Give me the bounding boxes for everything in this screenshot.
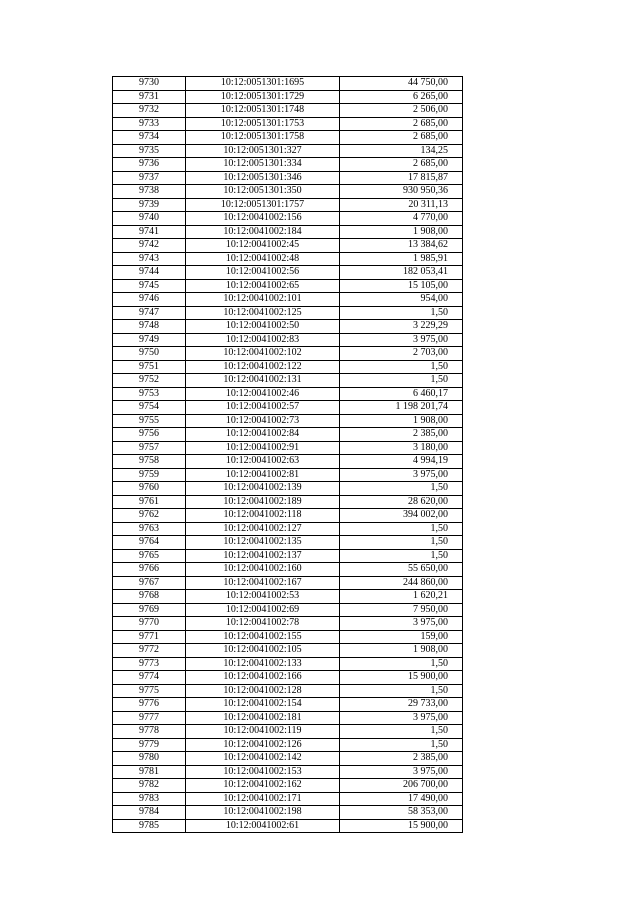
cadastral-number-cell: 10:12:0051301:350 — [186, 185, 340, 199]
value-cell: 954,00 — [340, 293, 463, 307]
table-row — [113, 293, 463, 307]
row-number-cell: 9736 — [113, 158, 186, 172]
cadastral-number-cell: 10:12:0041002:125 — [186, 306, 340, 320]
table-row — [113, 509, 463, 523]
table-row — [113, 171, 463, 185]
cadastral-number-cell: 10:12:0041002:154 — [186, 698, 340, 712]
cadastral-number-cell: 10:12:0041002:91 — [186, 441, 340, 455]
cadastral-number-cell: 10:12:0041002:166 — [186, 671, 340, 685]
table-row — [113, 482, 463, 496]
table-row — [113, 698, 463, 712]
row-number-cell: 9781 — [113, 765, 186, 779]
value-cell: 17 815,87 — [340, 171, 463, 185]
cadastral-number-cell: 10:12:0041002:81 — [186, 468, 340, 482]
table-row — [113, 347, 463, 361]
cadastral-number-cell: 10:12:0041002:162 — [186, 779, 340, 793]
value-cell: 17 490,00 — [340, 792, 463, 806]
cadastral-number-cell: 10:12:0041002:57 — [186, 401, 340, 415]
table-row — [113, 563, 463, 577]
value-cell: 28 620,00 — [340, 495, 463, 509]
table-row — [113, 644, 463, 658]
cadastral-number-cell: 10:12:0051301:1757 — [186, 198, 340, 212]
row-number-cell: 9775 — [113, 684, 186, 698]
value-cell: 1 198 201,74 — [340, 401, 463, 415]
cadastral-number-cell: 10:12:0041002:69 — [186, 603, 340, 617]
value-cell: 15 900,00 — [340, 819, 463, 833]
table-row — [113, 90, 463, 104]
cadastral-number-cell: 10:12:0041002:184 — [186, 225, 340, 239]
row-number-cell: 9773 — [113, 657, 186, 671]
value-cell: 2 685,00 — [340, 117, 463, 131]
data-table — [112, 76, 463, 833]
value-cell: 1,50 — [340, 549, 463, 563]
row-number-cell: 9750 — [113, 347, 186, 361]
row-number-cell: 9740 — [113, 212, 186, 226]
table-row — [113, 428, 463, 442]
value-cell: 2 385,00 — [340, 428, 463, 442]
value-cell: 1,50 — [340, 536, 463, 550]
value-cell: 2 685,00 — [340, 131, 463, 145]
value-cell: 244 860,00 — [340, 576, 463, 590]
value-cell: 1,50 — [340, 374, 463, 388]
row-number-cell: 9784 — [113, 806, 186, 820]
cadastral-number-cell: 10:12:0041002:61 — [186, 819, 340, 833]
value-cell: 7 950,00 — [340, 603, 463, 617]
value-cell: 4 770,00 — [340, 212, 463, 226]
table-row — [113, 401, 463, 415]
row-number-cell: 9748 — [113, 320, 186, 334]
table-row — [113, 144, 463, 158]
row-number-cell: 9778 — [113, 725, 186, 739]
value-cell: 29 733,00 — [340, 698, 463, 712]
row-number-cell: 9766 — [113, 563, 186, 577]
cadastral-number-cell: 10:12:0041002:56 — [186, 266, 340, 280]
cadastral-number-cell: 10:12:0051301:1748 — [186, 104, 340, 118]
value-cell: 58 353,00 — [340, 806, 463, 820]
table-row — [113, 77, 463, 91]
row-number-cell: 9753 — [113, 387, 186, 401]
cadastral-number-cell: 10:12:0041002:122 — [186, 360, 340, 374]
table-row — [113, 414, 463, 428]
table-row — [113, 590, 463, 604]
table-row — [113, 387, 463, 401]
cadastral-number-cell: 10:12:0041002:156 — [186, 212, 340, 226]
row-number-cell: 9782 — [113, 779, 186, 793]
table-row — [113, 279, 463, 293]
row-number-cell: 9754 — [113, 401, 186, 415]
cadastral-number-cell: 10:12:0041002:119 — [186, 725, 340, 739]
value-cell: 2 703,00 — [340, 347, 463, 361]
cadastral-number-cell: 10:12:0041002:126 — [186, 738, 340, 752]
cadastral-number-cell: 10:12:0041002:83 — [186, 333, 340, 347]
table-row — [113, 536, 463, 550]
row-number-cell: 9768 — [113, 590, 186, 604]
row-number-cell: 9735 — [113, 144, 186, 158]
value-cell: 3 975,00 — [340, 468, 463, 482]
row-number-cell: 9765 — [113, 549, 186, 563]
value-cell: 2 685,00 — [340, 158, 463, 172]
cadastral-number-cell: 10:12:0041002:105 — [186, 644, 340, 658]
table-row — [113, 117, 463, 131]
table-row — [113, 657, 463, 671]
table-row — [113, 738, 463, 752]
table-row — [113, 495, 463, 509]
value-cell: 1,50 — [340, 522, 463, 536]
cadastral-number-cell: 10:12:0041002:171 — [186, 792, 340, 806]
table-row — [113, 441, 463, 455]
cadastral-number-cell: 10:12:0041002:118 — [186, 509, 340, 523]
cadastral-number-cell: 10:12:0041002:133 — [186, 657, 340, 671]
row-number-cell: 9767 — [113, 576, 186, 590]
table-row — [113, 752, 463, 766]
value-cell: 1,50 — [340, 738, 463, 752]
value-cell: 134,25 — [340, 144, 463, 158]
table-row — [113, 468, 463, 482]
cadastral-number-cell: 10:12:0041002:198 — [186, 806, 340, 820]
cadastral-number-cell: 10:12:0051301:327 — [186, 144, 340, 158]
row-number-cell: 9752 — [113, 374, 186, 388]
cadastral-number-cell: 10:12:0041002:139 — [186, 482, 340, 496]
row-number-cell: 9779 — [113, 738, 186, 752]
row-number-cell: 9751 — [113, 360, 186, 374]
cadastral-number-cell: 10:12:0041002:189 — [186, 495, 340, 509]
value-cell: 1,50 — [340, 306, 463, 320]
value-cell: 1 908,00 — [340, 414, 463, 428]
value-cell: 1 985,91 — [340, 252, 463, 266]
value-cell: 15 105,00 — [340, 279, 463, 293]
cadastral-number-cell: 10:12:0041002:127 — [186, 522, 340, 536]
value-cell: 1,50 — [340, 684, 463, 698]
row-number-cell: 9739 — [113, 198, 186, 212]
table-row — [113, 806, 463, 820]
row-number-cell: 9777 — [113, 711, 186, 725]
cadastral-number-cell: 10:12:0041002:46 — [186, 387, 340, 401]
cadastral-number-cell: 10:12:0041002:63 — [186, 455, 340, 469]
cadastral-number-cell: 10:12:0041002:160 — [186, 563, 340, 577]
row-number-cell: 9745 — [113, 279, 186, 293]
cadastral-number-cell: 10:12:0051301:1753 — [186, 117, 340, 131]
row-number-cell: 9769 — [113, 603, 186, 617]
table-row — [113, 320, 463, 334]
row-number-cell: 9759 — [113, 468, 186, 482]
cadastral-number-cell: 10:12:0051301:334 — [186, 158, 340, 172]
table-row — [113, 333, 463, 347]
value-cell: 2 506,00 — [340, 104, 463, 118]
row-number-cell: 9732 — [113, 104, 186, 118]
table-body — [113, 77, 463, 833]
value-cell: 159,00 — [340, 630, 463, 644]
table-row — [113, 455, 463, 469]
value-cell: 6 265,00 — [340, 90, 463, 104]
value-cell: 3 229,29 — [340, 320, 463, 334]
row-number-cell: 9770 — [113, 617, 186, 631]
value-cell: 20 311,13 — [340, 198, 463, 212]
value-cell: 3 975,00 — [340, 765, 463, 779]
row-number-cell: 9774 — [113, 671, 186, 685]
value-cell: 3 975,00 — [340, 333, 463, 347]
row-number-cell: 9758 — [113, 455, 186, 469]
cadastral-number-cell: 10:12:0041002:135 — [186, 536, 340, 550]
value-cell: 3 975,00 — [340, 617, 463, 631]
cadastral-number-cell: 10:12:0051301:1758 — [186, 131, 340, 145]
cadastral-number-cell: 10:12:0041002:167 — [186, 576, 340, 590]
value-cell: 3 180,00 — [340, 441, 463, 455]
table-row — [113, 198, 463, 212]
row-number-cell: 9763 — [113, 522, 186, 536]
table-row — [113, 266, 463, 280]
cadastral-number-cell: 10:12:0041002:84 — [186, 428, 340, 442]
cadastral-number-cell: 10:12:0041002:137 — [186, 549, 340, 563]
value-cell: 1,50 — [340, 657, 463, 671]
table-row — [113, 711, 463, 725]
cadastral-number-cell: 10:12:0041002:102 — [186, 347, 340, 361]
row-number-cell: 9785 — [113, 819, 186, 833]
value-cell: 2 385,00 — [340, 752, 463, 766]
table-row — [113, 374, 463, 388]
table-row — [113, 212, 463, 226]
table-row — [113, 617, 463, 631]
table-row — [113, 225, 463, 239]
row-number-cell: 9749 — [113, 333, 186, 347]
table-row — [113, 306, 463, 320]
value-cell: 394 002,00 — [340, 509, 463, 523]
table-row — [113, 630, 463, 644]
cadastral-number-cell: 10:12:0041002:155 — [186, 630, 340, 644]
table-row — [113, 765, 463, 779]
cadastral-number-cell: 10:12:0051301:346 — [186, 171, 340, 185]
table-row — [113, 239, 463, 253]
value-cell: 6 460,17 — [340, 387, 463, 401]
cadastral-number-cell: 10:12:0041002:53 — [186, 590, 340, 604]
cadastral-number-cell: 10:12:0041002:101 — [186, 293, 340, 307]
cadastral-number-cell: 10:12:0041002:50 — [186, 320, 340, 334]
table-row — [113, 252, 463, 266]
row-number-cell: 9771 — [113, 630, 186, 644]
row-number-cell: 9744 — [113, 266, 186, 280]
value-cell: 206 700,00 — [340, 779, 463, 793]
table-row — [113, 549, 463, 563]
value-cell: 930 950,36 — [340, 185, 463, 199]
value-cell: 1 908,00 — [340, 225, 463, 239]
row-number-cell: 9731 — [113, 90, 186, 104]
cadastral-number-cell: 10:12:0041002:45 — [186, 239, 340, 253]
value-cell: 1,50 — [340, 360, 463, 374]
row-number-cell: 9772 — [113, 644, 186, 658]
value-cell: 44 750,00 — [340, 77, 463, 91]
table-row — [113, 360, 463, 374]
row-number-cell: 9762 — [113, 509, 186, 523]
row-number-cell: 9742 — [113, 239, 186, 253]
cadastral-number-cell: 10:12:0041002:65 — [186, 279, 340, 293]
row-number-cell: 9783 — [113, 792, 186, 806]
cadastral-number-cell: 10:12:0041002:73 — [186, 414, 340, 428]
row-number-cell: 9780 — [113, 752, 186, 766]
table-row — [113, 671, 463, 685]
value-cell: 4 994,19 — [340, 455, 463, 469]
cadastral-number-cell: 10:12:0051301:1729 — [186, 90, 340, 104]
row-number-cell: 9743 — [113, 252, 186, 266]
table-row — [113, 725, 463, 739]
cadastral-number-cell: 10:12:0051301:1695 — [186, 77, 340, 91]
row-number-cell: 9738 — [113, 185, 186, 199]
row-number-cell: 9755 — [113, 414, 186, 428]
value-cell: 1,50 — [340, 482, 463, 496]
cadastral-number-cell: 10:12:0041002:181 — [186, 711, 340, 725]
value-cell: 3 975,00 — [340, 711, 463, 725]
row-number-cell: 9757 — [113, 441, 186, 455]
row-number-cell: 9733 — [113, 117, 186, 131]
value-cell: 55 650,00 — [340, 563, 463, 577]
value-cell: 13 384,62 — [340, 239, 463, 253]
table-row — [113, 522, 463, 536]
table-row — [113, 792, 463, 806]
row-number-cell: 9747 — [113, 306, 186, 320]
table-row — [113, 684, 463, 698]
row-number-cell: 9741 — [113, 225, 186, 239]
row-number-cell: 9764 — [113, 536, 186, 550]
row-number-cell: 9737 — [113, 171, 186, 185]
table-row — [113, 104, 463, 118]
cadastral-number-cell: 10:12:0041002:131 — [186, 374, 340, 388]
value-cell: 1 908,00 — [340, 644, 463, 658]
row-number-cell: 9760 — [113, 482, 186, 496]
value-cell: 1 620,21 — [340, 590, 463, 604]
row-number-cell: 9746 — [113, 293, 186, 307]
row-number-cell: 9756 — [113, 428, 186, 442]
cadastral-number-cell: 10:12:0041002:48 — [186, 252, 340, 266]
table-row — [113, 158, 463, 172]
table-row — [113, 603, 463, 617]
row-number-cell: 9776 — [113, 698, 186, 712]
row-number-cell: 9734 — [113, 131, 186, 145]
row-number-cell: 9761 — [113, 495, 186, 509]
cadastral-number-cell: 10:12:0041002:78 — [186, 617, 340, 631]
cadastral-number-cell: 10:12:0041002:142 — [186, 752, 340, 766]
table-row — [113, 185, 463, 199]
value-cell: 182 053,41 — [340, 266, 463, 280]
value-cell: 15 900,00 — [340, 671, 463, 685]
cadastral-number-cell: 10:12:0041002:153 — [186, 765, 340, 779]
value-cell: 1,50 — [340, 725, 463, 739]
row-number-cell: 9730 — [113, 77, 186, 91]
table-row — [113, 779, 463, 793]
cadastral-number-cell: 10:12:0041002:128 — [186, 684, 340, 698]
table-row — [113, 819, 463, 833]
table-row — [113, 131, 463, 145]
table-row — [113, 576, 463, 590]
